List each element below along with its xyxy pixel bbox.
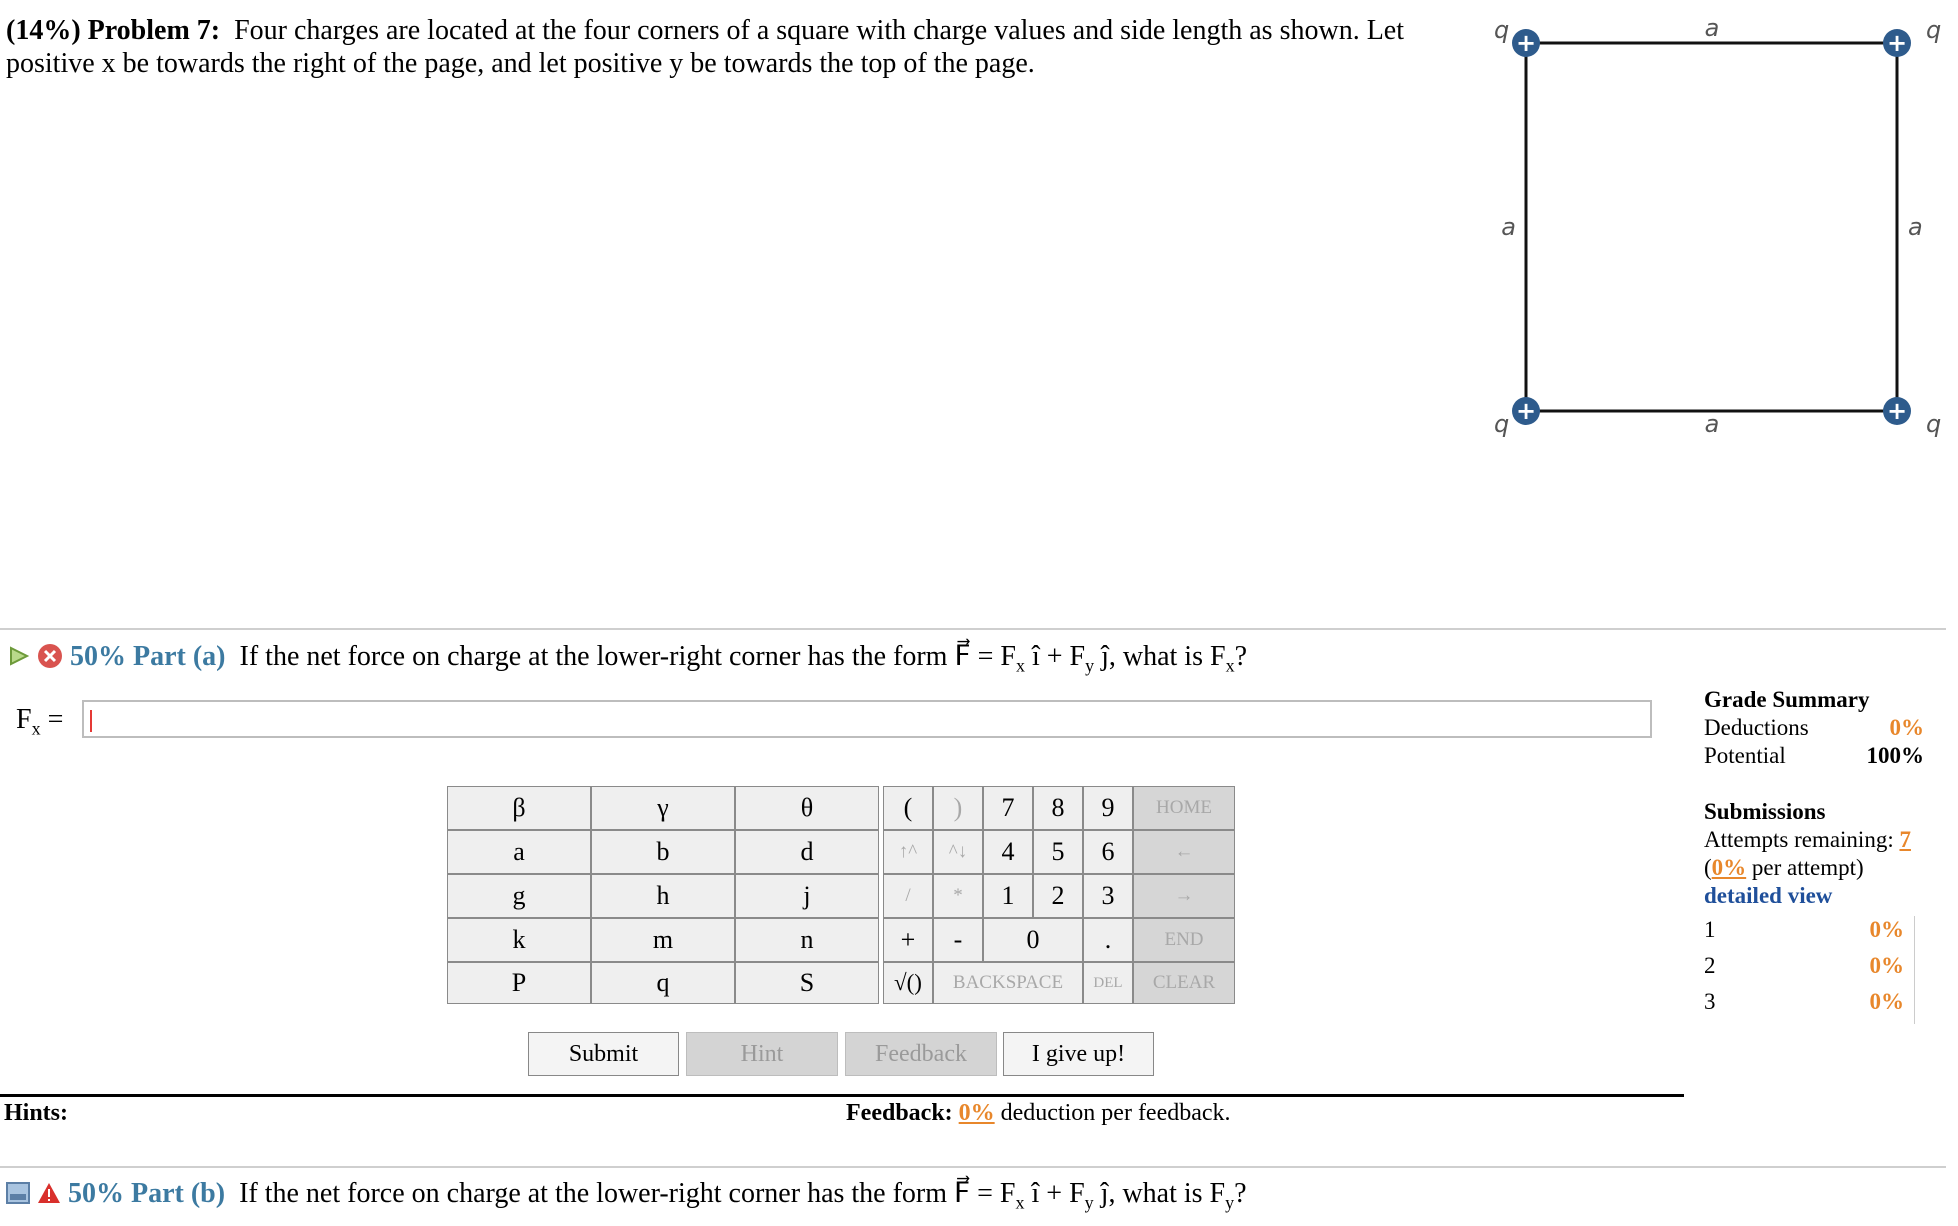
charge-sign: + [1886,397,1908,425]
key-2[interactable]: 2 [1033,874,1083,918]
key-g[interactable]: g [447,874,591,918]
attempt-row: 2 0% [1704,953,1904,978]
key-home[interactable]: HOME [1133,786,1235,830]
key-end[interactable]: END [1133,918,1235,962]
key-7[interactable]: 7 [983,786,1033,830]
feedback-info [846,1100,1231,1127]
key-theta[interactable]: θ [735,786,879,830]
side-label-bottom: a [1704,410,1720,438]
key-dot[interactable]: . [1083,918,1133,962]
key-superscript-up[interactable]: ↑^ [883,830,933,874]
side-label-left: a [1501,213,1516,241]
key-multiply[interactable]: * [933,874,983,918]
hint-button[interactable]: Hint [686,1032,838,1076]
part-a-component: x [1225,655,1235,676]
problem-label: Problem 7: [87,15,221,46]
text-caret [90,710,92,732]
force-formula: F⃗ = $F_x$ î + $F_y$ ĵ [954,1178,1109,1213]
part-a-label: Part (a) [133,641,226,672]
potential-row: Potential 100% [1704,743,1924,768]
key-close-paren[interactable]: ) [933,786,983,830]
key-1[interactable]: 1 [983,874,1033,918]
key-m[interactable]: m [591,918,735,962]
warning-icon [37,1182,61,1204]
charge-sign: + [1886,29,1908,57]
key-5[interactable]: 5 [1033,830,1083,874]
detailed-view-link[interactable]: detailed view [1704,883,1833,908]
hints-divider [0,1094,1684,1097]
grade-summary-title: Grade Summary [1704,687,1870,712]
key-0[interactable]: 0 [983,918,1083,962]
key-k[interactable]: k [447,918,591,962]
problem-statement [6,14,1476,80]
charge-label-top-left: q [1494,16,1510,44]
key-8[interactable]: 8 [1033,786,1083,830]
deductions-row: Deductions 0% [1704,715,1924,740]
part-separator [0,1166,1946,1168]
error-x-icon [37,643,63,669]
part-b-question: If the net force on charge at the lower-right corner has the form [239,1178,948,1209]
key-backspace[interactable]: BACKSPACE [933,962,1083,1004]
part-a-weight: 50% [70,641,126,672]
key-6[interactable]: 6 [1083,830,1133,874]
part-b-weight: 50% [68,1178,124,1209]
force-formula: F⃗ = $F_x$ î + $F_y$ ĵ [954,641,1109,676]
submit-button[interactable]: Submit [528,1032,679,1076]
problem-text: Four charges are located at the four corners of a square with charge values and side length as shown. Let positive x be towards the right of the page, and let positive y be towards the top of the page. [6,15,1404,79]
key-h[interactable]: h [591,874,735,918]
problem-weight: (14%) [6,15,81,46]
key-minus[interactable]: - [933,918,983,962]
key-d[interactable]: d [735,830,879,874]
key-3[interactable]: 3 [1083,874,1133,918]
charge-label-bottom-right: q [1926,410,1942,438]
key-left-arrow[interactable]: ← [1133,830,1235,874]
per-attempt: (0% per attempt) [1704,855,1864,880]
feedback-label: Feedback: [846,1100,953,1126]
answer-input[interactable] [82,700,1652,738]
charge-sign: + [1515,29,1537,57]
side-label-right: a [1908,213,1923,241]
key-sqrt[interactable]: √() [883,962,933,1004]
key-a[interactable]: a [447,830,591,874]
part-a-question: If the net force on charge at the lower-right corner has the form [239,641,948,672]
attempt-row: 3 0% [1704,989,1904,1014]
part-b-header: 50% Part (b) If the net force on charge at the lower-right corner has the form F⃗ = $F_x$ î + $F_y$ ĵ, what is $F_y$? [6,1177,1247,1220]
grade-summary [1704,686,1924,1024]
feedback-button[interactable]: Feedback [845,1032,997,1076]
part-a-header: 50% Part (a) If the net force on charge at the lower-right corner has the form F⃗ = $F_x$ î + $F_y$ ĵ, what is $F_x$? [8,640,1247,683]
part-b-component: y [1225,1192,1235,1213]
key-gamma[interactable]: γ [591,786,735,830]
key-n[interactable]: n [735,918,879,962]
key-divide[interactable]: / [883,874,933,918]
key-superscript-down[interactable]: ^↓ [933,830,983,874]
hints-label: Hints: [4,1100,69,1126]
charge-label-top-right: q [1926,16,1942,44]
key-j[interactable]: j [735,874,879,918]
part-separator [0,628,1946,630]
key-plus[interactable]: + [883,918,933,962]
feedback-suffix: deduction per feedback. [1000,1100,1231,1126]
charge-bottom-right [1883,397,1911,425]
expand-icon[interactable] [6,1182,30,1204]
key-open-paren[interactable]: ( [883,786,933,830]
attempts-remaining: Attempts remaining: 7 [1704,827,1911,852]
feedback-deduction: 0% [958,1100,995,1126]
submissions-title: Submissions [1704,799,1826,824]
charge-square-diagram [1480,0,1958,440]
answer-label: $F_x$ = [16,704,64,739]
key-clear[interactable]: CLEAR [1133,962,1235,1004]
charge-sign: + [1515,397,1537,425]
key-9[interactable]: 9 [1083,786,1133,830]
key-4[interactable]: 4 [983,830,1033,874]
play-arrow-icon[interactable] [8,645,30,667]
charge-label-bottom-left: q [1494,410,1510,438]
give-up-button[interactable]: I give up! [1003,1032,1154,1076]
attempt-row: 1 0% [1704,917,1904,942]
key-q[interactable]: q [591,962,735,1004]
charge-top-left [1512,29,1540,57]
part-a-question-suffix: , what is F [1108,641,1226,672]
part-b-question-suffix: , what is F [1108,1178,1226,1209]
key-beta[interactable]: β [447,786,591,830]
key-del[interactable]: DEL [1083,962,1133,1004]
charge-bottom-left [1512,397,1540,425]
key-P[interactable]: P [447,962,591,1004]
side-label-top: a [1704,14,1720,42]
part-b-label: Part (b) [131,1178,226,1209]
key-b[interactable]: b [591,830,735,874]
charge-top-right [1883,29,1911,57]
key-S[interactable]: S [735,962,879,1004]
key-right-arrow[interactable]: → [1133,874,1235,918]
